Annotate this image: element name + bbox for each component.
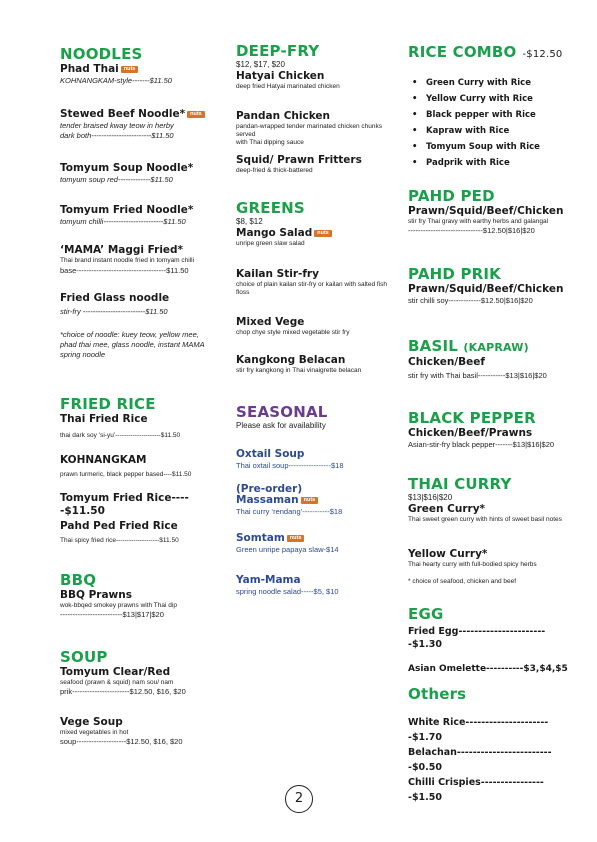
pahd-ped-section [408, 188, 568, 236]
others-section [408, 686, 568, 805]
menu-item-name: Chilli Crispies-----------------$1.50 [408, 777, 544, 803]
menu-item-desc: pandan-wrapped tender marinated chicken chunks served [236, 123, 382, 138]
menu-item [60, 454, 210, 479]
menu-item-desc: mixed vegetables in hot [60, 729, 129, 736]
section-title-seasonal: SEASONAL [236, 403, 328, 421]
menu-item-name: Belachan-------------------------$0.50 [408, 747, 552, 773]
menu-item-name: Mango Salad nuts [236, 227, 396, 240]
section-prices: $8, $12 [236, 217, 263, 226]
section-price: -$12.50 [522, 49, 563, 60]
menu-item [236, 484, 396, 516]
menu-item-name: Pahd Ped Fried Rice [60, 520, 178, 532]
menu-item-desc: Thai sweet green curry with hints of sweet basil notes [408, 516, 562, 523]
menu-item-desc: stir-fry -------------------------$11.50 [60, 307, 168, 316]
section-title-pahd-prik: PAHD PRIK [408, 265, 502, 283]
soup-section [60, 649, 210, 697]
menu-item-name: Kailan Stir-fry [236, 268, 319, 280]
menu-item [236, 354, 396, 375]
section-title-soup: SOUP [60, 648, 108, 666]
menu-item-desc: deep fried Hatyai marinated chicken [236, 83, 340, 90]
menu-item [236, 532, 396, 554]
menu-item [60, 292, 210, 317]
menu-item-desc: Thai spicy fried rice--------------------$11.50 [60, 537, 179, 544]
list-item: • Padprik with Rice [408, 155, 568, 171]
menu-item-name: Asian Omelette----------$3,$4,$5 [408, 664, 568, 674]
menu-item-price: base------------------------------------$11.50 [60, 266, 189, 275]
menu-item-desc: unripe green slaw salad [236, 240, 305, 247]
menu-item-name: Green Curry* [408, 503, 486, 515]
menu-item-price: stir fry with Thai basil-----------$13|$16|$20 [408, 371, 547, 380]
section-title-egg: EGG [408, 605, 444, 623]
menu-item-name: Tomyum Clear/Red [60, 666, 171, 678]
menu-item [236, 110, 396, 147]
list-item: • Kapraw with Rice [408, 123, 568, 139]
list-item: • Black pepper with Rice [408, 107, 568, 123]
menu-item-desc: tomyum soup red-------------$11.50 [60, 175, 173, 184]
section-title-pahd-ped: PAHD PED [408, 187, 495, 205]
menu-item [60, 204, 210, 227]
menu-item-desc: with Thai dipping sauce [236, 139, 304, 146]
menu-item-name: Yam-Mama [236, 574, 301, 586]
section-title-fried-rice: FRIED RICE [60, 395, 156, 413]
menu-item-name: Hatyai Chicken [236, 70, 325, 82]
menu-item-name: White Rice----------------------$1.70 [408, 717, 549, 743]
section-title-deep-fry: DEEP-FRY [236, 42, 320, 60]
nuts-badge: nuts [287, 535, 305, 542]
menu-item [236, 268, 396, 297]
pre-order-label: (Pre-order) [236, 483, 303, 495]
menu-item-name: Massaman nuts [236, 494, 396, 507]
thai-curry-section [408, 476, 568, 524]
menu-item-name: Fried Glass noodle [60, 292, 170, 304]
menu-item-desc: Green unripe papaya slaw-$14 [236, 545, 339, 554]
menu-item [236, 316, 396, 337]
menu-item-price: -------------------------$13|$17|$20 [60, 610, 164, 619]
nuts-badge: nuts [121, 66, 139, 73]
menu-item-price: stir chilli soy-------------$12.50|$16|$20 [408, 296, 533, 305]
list-item: • Tomyum Soup with Rice [408, 139, 568, 155]
menu-item-name: Yellow Curry* [408, 548, 488, 560]
rice-combo-section [408, 44, 568, 171]
menu-item-desc: Thai hearty curry with full-bodied spicy herbs [408, 561, 537, 568]
section-title-thai-curry: THAI CURRY [408, 475, 512, 493]
nuts-badge: nuts [301, 497, 319, 504]
menu-item-price: soup--------------------$12.50, $16, $20 [60, 737, 183, 746]
section-title-greens: GREENS [236, 199, 305, 217]
seasonal-section [236, 404, 396, 431]
section-title-basil: BASIL (KAPRAW) [408, 337, 529, 355]
menu-item [60, 520, 210, 545]
menu-item-desc: spring noodle salad-----$5, $10 [236, 587, 339, 596]
menu-item [236, 448, 396, 470]
menu-item-desc: Thai oxtail soup-----------------$18 [236, 461, 344, 470]
noodles-section [60, 46, 210, 85]
menu-item-name: Chicken/Beef [408, 356, 485, 368]
section-title-rice-combo: RICE COMBO -$12.50 [408, 43, 563, 61]
bbq-section [60, 572, 210, 620]
menu-item-desc: prawn turmeric, black pepper based----$11.50 [60, 471, 192, 478]
rice-combo-list [408, 75, 568, 171]
menu-item-name: Phad Thai nuts [60, 63, 210, 76]
section-title-black-pepper: BLACK PEPPER [408, 409, 536, 427]
section-title-noodles: NOODLES [60, 45, 143, 63]
menu-item [60, 162, 210, 185]
menu-item-name: KOHNANGKAM [60, 454, 147, 466]
menu-item-desc: thai dark soy ‘si-yu’---------------------$11.50 [60, 432, 181, 439]
greens-section [236, 200, 396, 248]
menu-item-name: Tomyum Soup Noodle* [60, 162, 194, 174]
menu-item-name: BBQ Prawns [60, 589, 132, 601]
menu-item-price: Asian-stir-fry black pepper-------$13|$16|$20 [408, 440, 555, 449]
menu-item [60, 716, 210, 747]
menu-item [60, 108, 210, 141]
menu-item-name: Stewed Beef Noodle* nuts [60, 108, 210, 121]
page-number: 2 [285, 785, 313, 813]
menu-item-name: Prawn/Squid/Beef/Chicken [408, 283, 564, 295]
menu-item-name: Prawn/Squid/Beef/Chicken [408, 205, 564, 217]
menu-item-desc: seafood (prawn & squid) nam sou/ nam [60, 679, 174, 686]
menu-item [408, 548, 568, 569]
menu-item-name: Somtam nuts [236, 532, 396, 545]
menu-item-desc: choice of plain kailan stir-fry or kailan with salted fish [236, 281, 388, 288]
menu-item-name: Mixed Vege [236, 316, 305, 328]
section-prices: $12, $17, $20 [236, 60, 285, 69]
basil-section [408, 338, 568, 381]
section-title-bbq: BBQ [60, 571, 97, 589]
menu-item [236, 154, 396, 175]
section-subtitle: (KAPRAW) [463, 341, 529, 354]
section-title-others: Others [408, 685, 467, 703]
menu-item-desc: floss [236, 289, 250, 296]
menu-item-desc: Thai brand instant noodle fried in tomyam chilli [60, 257, 195, 264]
curry-choice-note: * choice of seafood, chicken and beef [408, 578, 517, 585]
menu-item-name: Kangkong Belacan [236, 354, 346, 366]
section-prices: $13|$16|$20 [408, 493, 453, 502]
menu-item-desc: deep-fried & thick-battered [236, 167, 313, 174]
menu-item-name: Chicken/Beef/Prawns [408, 427, 533, 439]
menu-item-name: Vege Soup [60, 716, 123, 728]
nuts-badge: nuts [314, 230, 332, 237]
fried-rice-section [60, 396, 210, 440]
menu-item-desc: wok-bbqed smokey prawns with Thai dip [60, 602, 177, 609]
noodle-choice-note: *choice of noodle: kuey teow, yellow mee, phad thai mee, glass noodle, instant MAMA spring noodle [60, 330, 205, 359]
menu-item-desc: stir fry kangkong in Thai vinaigrette belacan [236, 367, 362, 374]
availability-note: Please ask for availability [236, 421, 326, 430]
menu-item [60, 244, 210, 276]
menu-item-name: Squid/ Prawn Fritters [236, 154, 362, 166]
menu-item-name: Tomyum Fried Noodle* [60, 204, 194, 216]
menu-item-name: Pandan Chicken [236, 110, 331, 122]
menu-item-desc: tomyum chilli------------------------$11.50 [60, 217, 186, 226]
menu-item-name: Tomyum Fried Rice-----$11.50 [60, 492, 189, 517]
menu-item-name: Fried Egg-----------------------$1.30 [408, 626, 546, 650]
menu-item-desc: chop chye style mixed vegetable stir fry [236, 329, 350, 336]
menu-item-name: ‘MAMA’ Maggi Fried* [60, 244, 184, 256]
menu-item-name: Oxtail Soup [236, 448, 305, 460]
deep-fry-section [236, 43, 396, 91]
menu-item-price: ------------------------------$12.50|$16|$20 [408, 226, 535, 235]
list-item: • Yellow Curry with Rice [408, 91, 568, 107]
menu-item-desc: tender braised kway teow in herby [60, 121, 174, 130]
menu-item-desc: stir fry Thai gravy with earthy herbs and galangal [408, 218, 549, 225]
menu-item-price: prik-----------------------$12.50, $16, $20 [60, 687, 186, 696]
egg-section [408, 606, 568, 676]
menu-item [236, 574, 396, 596]
nuts-badge: nuts [187, 111, 205, 118]
menu-item-name: Thai Fried Rice [60, 413, 148, 425]
pahd-prik-section [408, 266, 568, 306]
menu-item-price: dark both------------------------$11.50 [60, 131, 174, 140]
menu-item [60, 492, 210, 518]
menu-item-desc: KOHNANGKAM-style-------$11.50 [60, 76, 172, 85]
list-item: • Green Curry with Rice [408, 75, 568, 91]
menu-item-desc: Thai curry ‘rendang’-----------$18 [236, 507, 343, 516]
black-pepper-section [408, 410, 568, 450]
